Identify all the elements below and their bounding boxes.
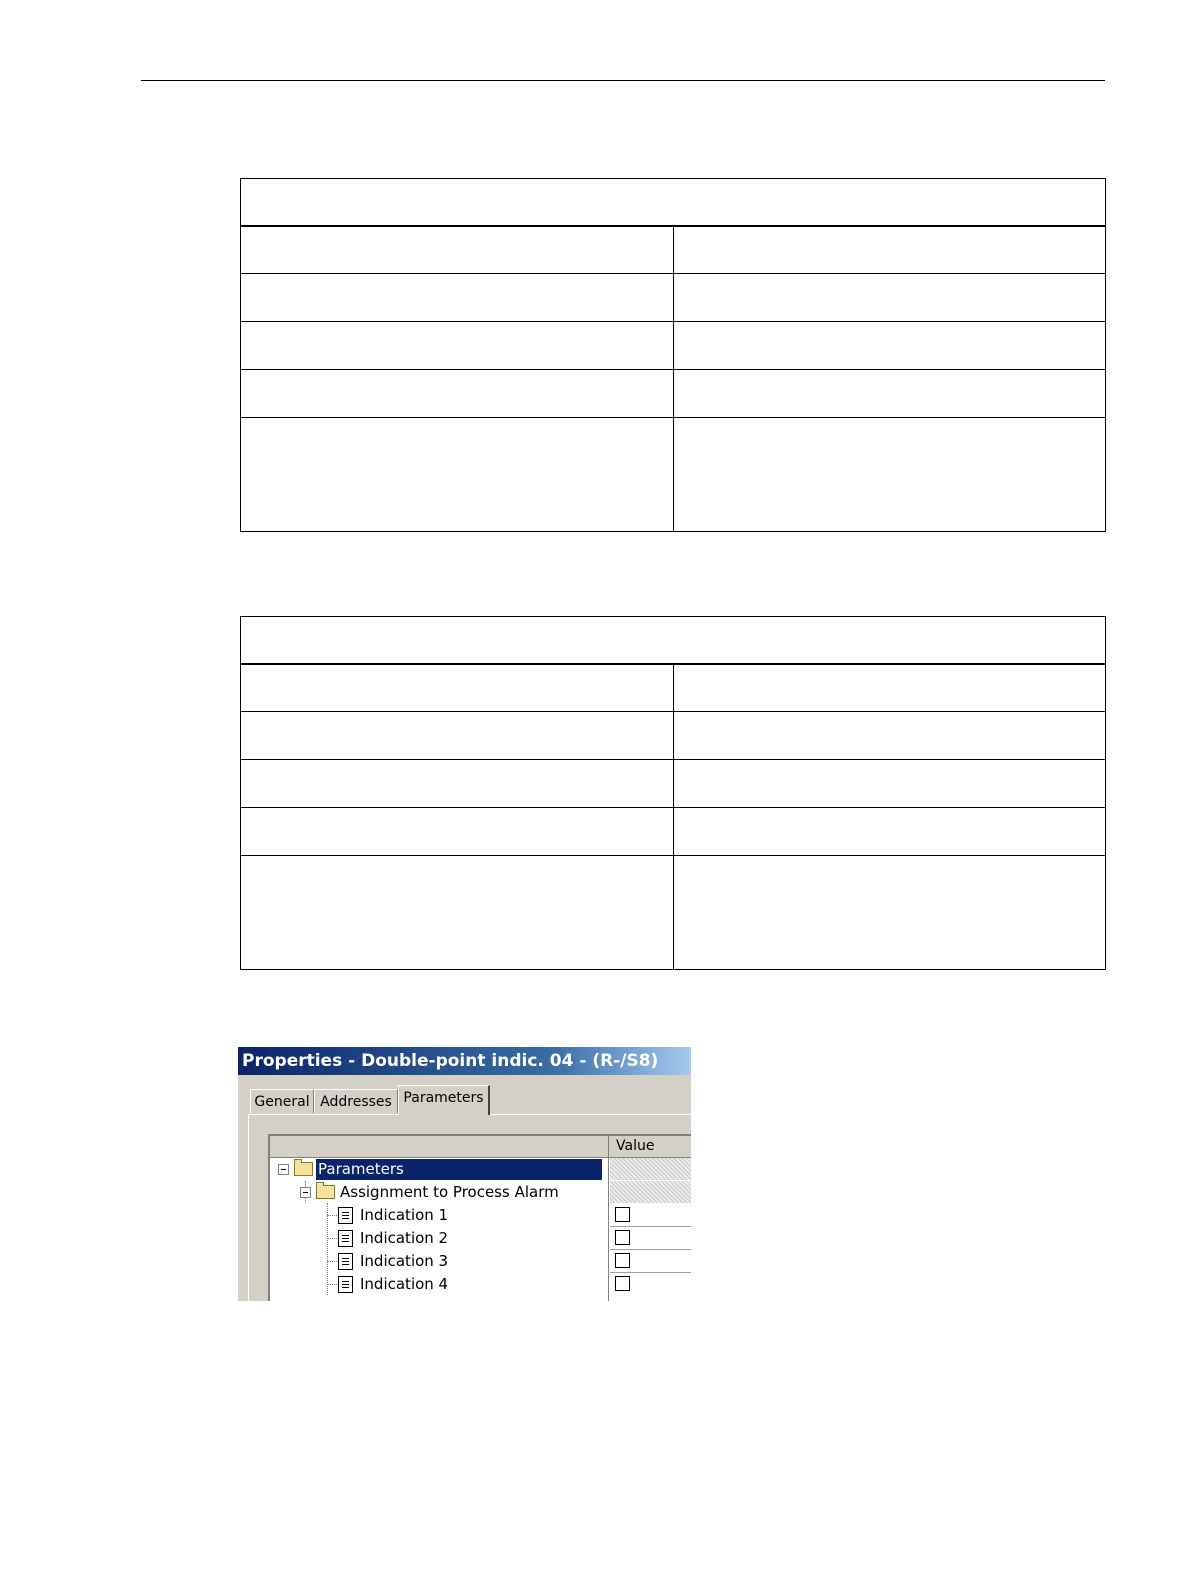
document-icon [338, 1207, 353, 1224]
tree-item-label[interactable]: Indication 2 [360, 1229, 449, 1247]
tree-item-label[interactable]: Parameters [316, 1159, 602, 1180]
tab-addresses[interactable]: Addresses [314, 1089, 398, 1113]
value-cell-disabled [610, 1181, 691, 1203]
properties-dialog-screenshot [238, 1047, 691, 1301]
table-row [241, 808, 1106, 856]
collapse-icon[interactable] [278, 1164, 289, 1175]
table-title-cell [241, 617, 1106, 664]
table-cell [673, 760, 1106, 808]
indication-1-checkbox[interactable] [615, 1207, 630, 1222]
table-row [241, 274, 1106, 322]
indication-4-checkbox[interactable] [615, 1276, 630, 1291]
header-rule [141, 80, 1105, 81]
table-cell [673, 856, 1106, 970]
tree-item-label[interactable]: Indication 3 [360, 1252, 449, 1270]
column-header [270, 1136, 691, 1158]
tree-item-label[interactable]: Indication 4 [360, 1275, 449, 1293]
document-icon [338, 1253, 353, 1270]
indication-3-checkbox[interactable] [615, 1253, 630, 1268]
folder-open-icon [316, 1185, 335, 1199]
column-separator[interactable] [608, 1136, 609, 1158]
tree-row-parameters[interactable] [270, 1158, 691, 1181]
tree-row-indication-3[interactable] [270, 1250, 691, 1273]
table-cell [673, 370, 1106, 418]
tree-row-indication-1[interactable] [270, 1204, 691, 1227]
table-cell [241, 370, 674, 418]
table-cell [673, 274, 1106, 322]
table-cell [673, 226, 1106, 274]
parameter-table-2 [240, 616, 1106, 970]
dialog-title: Properties - Double-point indic. 04 - (R-/S8) [238, 1047, 691, 1075]
parameter-tree-grid [268, 1134, 691, 1301]
table-cell [673, 664, 1106, 712]
table-cell [673, 712, 1106, 760]
collapse-icon[interactable] [300, 1187, 311, 1198]
tab-general[interactable]: General [250, 1089, 314, 1113]
table-row [241, 322, 1106, 370]
table-cell [241, 712, 674, 760]
table-row [241, 418, 1106, 532]
table-row [241, 226, 1106, 274]
table-cell [241, 322, 674, 370]
table-cell [241, 226, 674, 274]
table-cell [241, 760, 674, 808]
table-cell [673, 322, 1106, 370]
value-column-header[interactable]: Value [616, 1138, 655, 1154]
document-icon [338, 1230, 353, 1247]
table-row [241, 664, 1106, 712]
tree-row-assignment[interactable] [270, 1181, 691, 1204]
indication-2-checkbox[interactable] [615, 1230, 630, 1245]
value-cell-disabled [610, 1158, 691, 1180]
table-cell [241, 664, 674, 712]
tree-item-label[interactable]: Indication 1 [360, 1206, 449, 1224]
table-title-row [241, 617, 1106, 664]
table-cell [241, 856, 674, 970]
document-icon [338, 1276, 353, 1293]
parameter-table-1 [240, 178, 1106, 532]
table-title-row [241, 179, 1106, 226]
table-cell [241, 808, 674, 856]
tab-parameters[interactable]: Parameters [398, 1085, 490, 1115]
tree-row-indication-2[interactable] [270, 1227, 691, 1250]
table-cell [673, 418, 1106, 532]
table-row [241, 856, 1106, 970]
table-cell [241, 418, 674, 532]
tree-row-indication-4[interactable] [270, 1273, 691, 1296]
table-cell [241, 274, 674, 322]
table-row [241, 712, 1106, 760]
table-title-cell [241, 179, 1106, 226]
table-row [241, 760, 1106, 808]
folder-open-icon [294, 1162, 313, 1176]
tree-item-label[interactable]: Assignment to Process Alarm [340, 1183, 559, 1201]
table-row [241, 370, 1106, 418]
table-cell [673, 808, 1106, 856]
